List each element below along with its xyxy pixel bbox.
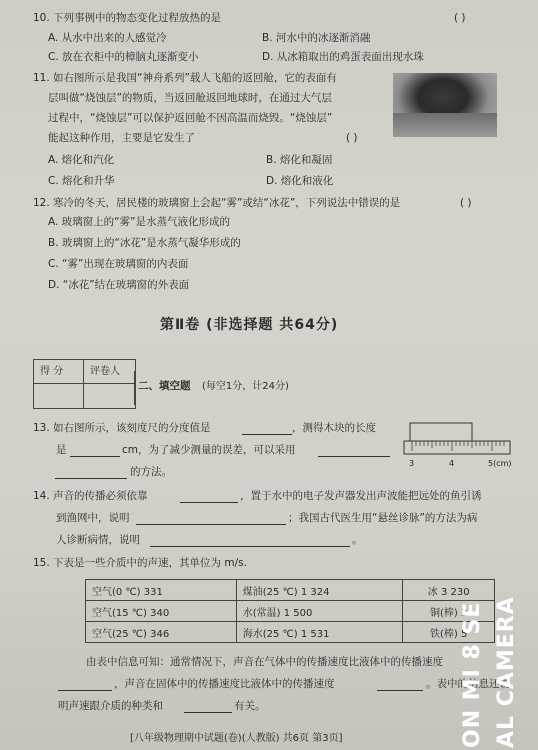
q10-stem: 10. 下列事例中的物态变化过程放热的是: [33, 12, 222, 24]
table-row: [86, 580, 495, 601]
table-row: [86, 622, 495, 643]
q14-line1-a: 14. 声音的传播必须依靠: [33, 490, 148, 502]
ruler-tick-4: 4: [449, 459, 455, 468]
q12-option-d: D. “冰花”结在玻璃窗的外表面: [48, 279, 190, 291]
q13-line1-b: ，测得木块的长度: [292, 422, 376, 434]
table-cell: 铁(棒) 5: [403, 622, 495, 643]
part-title: 二、填空题: [138, 380, 191, 392]
score-value-cell: [34, 384, 84, 408]
q10-option-a: A. 从水中出来的人感觉冷: [48, 32, 167, 44]
q15-blank-1[interactable]: [58, 679, 112, 691]
ruler-figure: [402, 420, 514, 470]
q12-answer-paren: ( ): [460, 197, 472, 209]
q11-line3: 过程中，“烧蚀层”可以保护返回舱不因高温而烧毁。“烧蚀层”: [48, 112, 333, 124]
q11-option-d: D. 熔化和液化: [266, 175, 334, 187]
q13-line3: 的方法。: [130, 466, 172, 478]
q12-option-b: B. 玻璃窗上的“冰花”是水蒸气凝华形成的: [48, 237, 241, 249]
q12-stem: 12. 寒冷的冬天，居民楼的玻璃窗上会起“雾”或结“冰花”，下列说法中错误的是: [33, 197, 401, 209]
table-cell: 空气(0 ℃) 331: [86, 580, 237, 601]
table-cell: 铜(棒) 3: [403, 601, 495, 622]
q12-option-c: C. “雾”出现在玻璃窗的内表面: [48, 258, 189, 270]
q11-answer-paren: ( ): [346, 132, 358, 144]
q14-blank-3[interactable]: [150, 535, 350, 547]
ruler-svg: [402, 420, 514, 470]
wood-block: [410, 423, 472, 441]
part-note: (每空1分，计24分): [202, 381, 289, 392]
q15-blank-3[interactable]: [184, 701, 232, 713]
q11-line2: 层叫做“烧蚀层”的物质，当返回舱返回地球时，在通过大气层: [48, 92, 332, 104]
q11-option-c: C. 熔化和升华: [48, 175, 115, 187]
q15-conclusion-line3-b: 有关。: [234, 700, 266, 712]
table-cell: 水(常温) 1 500: [236, 601, 403, 622]
q14-line2-b: ；我国古代医生用“悬丝诊脉”的方法为病: [288, 512, 478, 524]
q11-line1: 11. 如右图所示是我国“神舟系列”载人飞船的返回舱，它的表面有: [33, 72, 337, 84]
q13-blank-2[interactable]: [70, 445, 120, 457]
q10-option-c: C. 放在衣柜中的樟脑丸逐渐变小: [48, 51, 199, 63]
q14-line2-a: 到渔网中，说明: [56, 512, 130, 524]
ruler-tick-3: 3: [409, 459, 415, 468]
q14-line1-b: ，置于水中的电子发声器发出声波能把远处的鱼引诱: [240, 490, 482, 502]
table-cell: 空气(15 ℃) 340: [86, 601, 237, 622]
ruler-ticks: [412, 441, 504, 451]
sound-speed-table: [85, 579, 495, 643]
q15-stem: 15. 下表是一些介质中的声速，其单位为 m/s.: [33, 557, 247, 569]
ruler-tick-5: 5(cm): [488, 459, 512, 468]
q15-conclusion-line3: 明声速跟介质的种类和: [58, 700, 163, 712]
q10-option-b: B. 河水中的冰逐渐消融: [262, 32, 371, 44]
q14-blank-2[interactable]: [136, 513, 286, 525]
q15-conclusion-line1: 由表中信息可知：通常情况下，声音在气体中的传播速度比液体中的传播速度: [86, 656, 443, 668]
q13-line1-a: 13. 如右图所示，该刻度尺的分度值是: [33, 422, 211, 434]
table-cell: 空气(25 ℃) 346: [86, 622, 237, 643]
q14-line3-a: 人诊断病情，说明: [56, 534, 140, 546]
table-cell: 煤油(25 ℃) 1 324: [236, 580, 403, 601]
watermark-line2: AL CAMERA: [494, 596, 519, 748]
q13-blank-1[interactable]: [242, 423, 292, 435]
q11-option-a: A. 熔化和汽化: [48, 154, 115, 166]
photo-ground: [393, 113, 497, 137]
q10-answer-paren: ( ): [454, 12, 466, 24]
q13-line2-a: 是: [56, 444, 67, 456]
q11-line4: 能起这种作用，主要是它发生了: [48, 132, 195, 144]
score-label: 得 分: [40, 366, 64, 377]
q10-option-d: D. 从冰箱取出的鸡蛋表面出现水珠: [262, 51, 424, 63]
table-cell: 冰 3 230: [403, 580, 495, 601]
q14-line3-b: 。: [352, 534, 363, 546]
q15-blank-2[interactable]: [377, 679, 423, 691]
capsule-photo: [393, 73, 497, 137]
score-box: [33, 359, 136, 409]
q13-blank-3[interactable]: [318, 445, 390, 457]
q12-option-a: A. 玻璃窗上的“雾”是水蒸气液化形成的: [48, 216, 231, 228]
watermark-line1: ON MI 8 SE: [460, 601, 485, 748]
q13-blank-4[interactable]: [55, 467, 127, 479]
grader-label: 评卷人: [90, 366, 120, 377]
page-footer: [八年级物理期中试题(卷)(人教版) 共6页 第3页]: [130, 733, 343, 744]
q11-option-b: B. 熔化和凝固: [266, 154, 333, 166]
q15-conclusion-line2-b: ，声音在固体中的传播速度比液体中的传播速度: [114, 678, 335, 690]
camera-watermark: [458, 588, 538, 750]
q13-line2-b: cm，为了减少测量的误差，可以采用: [122, 444, 296, 456]
section-title: 第Ⅱ卷 (非选择题 共64分): [160, 317, 339, 333]
q15-conclusion-line2-c: 。表中的信息还说: [426, 678, 510, 690]
table-cell: 海水(25 ℃) 1 531: [236, 622, 403, 643]
q14-blank-1[interactable]: [180, 491, 238, 503]
table-row: [86, 601, 495, 622]
